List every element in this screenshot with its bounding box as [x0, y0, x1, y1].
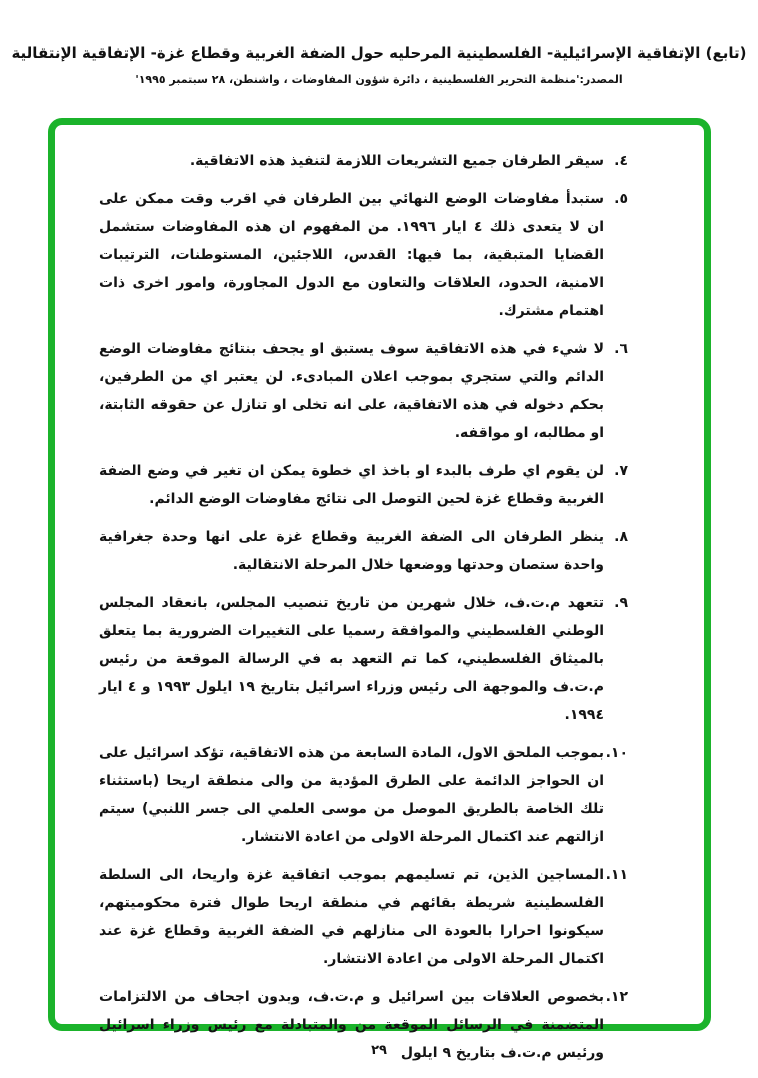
item-number: ١٠.	[605, 745, 628, 761]
item-number: ٧.	[614, 463, 628, 479]
list-item	[55, 589, 704, 729]
item-number: ٤.	[614, 153, 628, 169]
item-number: ٨.	[614, 529, 628, 545]
item-number: ١١.	[605, 867, 628, 883]
item-text: المساجين الذين، تم تسليمهم بموجب اتفاقية غزة واريحا، الى السلطة الفلسطينية شريطة بقائهم في منطقة اريحا طوال فترة محكوميتهم، سيكونوا احرارا بالعودة الى منازلهم في الضفة الغربية وقطاع غزة عند اكتمال المرحلة الاولى من اعادة الانتشار.	[99, 867, 604, 967]
list-item	[55, 739, 704, 851]
item-text: ستبدأ مفاوضات الوضع النهائي بين الطرفان في اقرب وقت ممكن على ان لا يتعدى ذلك ٤ ايار ١٩٩٦. من المفهوم ان هذه المفاوضات ستشمل القضايا المتبقية، بما فيها: القدس، اللاجئين، المستوطنات، الترتيبات الامنية، الحدود، العلاقات والتعاون مع الدول المجاورة، وامور اخرى ذات اهتمام مشترك.	[99, 191, 604, 319]
numbered-list	[55, 125, 704, 1067]
item-text: لا شيء في هذه الاتفاقية سوف يستبق او يجحف بنتائج مفاوضات الوضع الدائم والتي ستجري بموجب اعلان المبادىء. لن يعتبر اي من الطرفين، بحكم دخوله في هذه الاتفاقية، على انه تخلى او تنازل عن حقوقه الثابتة، او مطالبه، او مواقفه.	[99, 341, 604, 441]
list-item	[55, 523, 704, 579]
page-number: ٢٩	[371, 1043, 387, 1058]
list-item	[55, 185, 704, 325]
item-number: ٩.	[614, 595, 628, 611]
item-number: ٦.	[614, 341, 628, 357]
document-source-line: المصدر:'منظمة التحرير الفلسطينية ، دائرة شؤون المفاوضات ، واشنطن، ٢٨ سبتمبر ١٩٩٥'	[135, 73, 623, 86]
item-number: ٥.	[614, 191, 628, 207]
item-number: ١٢.	[605, 989, 628, 1005]
item-text: تتعهد م.ت.ف، خلال شهرين من تاريخ تنصيب المجلس، بانعقاد المجلس الوطني الفلسطيني والموافقة رسميا على التغييرات الضرورية بما يتعلق بالميثاق الفلسطيني، كما تم التعهد به في الرسالة الموقعة من رئيس م.ت.ف والموجهة الى رئيس وزراء اسرائيل بتاريخ ١٩ ايلول ١٩٩٣ و ٤ ايار ١٩٩٤.	[99, 595, 604, 723]
item-text: لن يقوم اي طرف بالبدء او باخذ اي خطوة يمكن ان تغير في وضع الضفة الغربية وقطاع غزة لحين التوصل الى نتائج مفاوضات الوضع الدائم.	[99, 463, 604, 507]
document-title: (تابع) الإتفاقية الإسرائيلية- الفلسطينية المرحليه حول الضفة الغربية وقطاع غزة- الإتفاقية الإنتقالية	[11, 44, 747, 62]
item-text: سيقر الطرفان جميع التشريعات اللازمة لتنفيذ هذه الاتفاقية.	[189, 153, 604, 169]
document-header	[0, 44, 758, 86]
list-item	[55, 457, 704, 513]
item-text: بخصوص العلاقات بين اسرائيل و م.ت.ف، وبدون اجحاف من الالتزامات المتضمنة في الرسائل الموقعة من والمتبادلة مع رئيس وزراء اسرائيل ورئيس م.ت.ف بتاريخ ٩ ايلول	[99, 989, 604, 1061]
item-text: بموجب الملحق الاول، المادة السابعة من هذه الاتفاقية، تؤكد اسرائيل على ان الحواجز الدائمة على الطرق المؤدية من والى منطقة اريحا (باستثناء تلك الخاصة بالطريق الموصل من موسى العلمي الى جسر اللنبي) سيتم ازالتهم عند اكتمال المرحلة الاولى من اعادة الانتشار.	[99, 745, 604, 845]
list-item	[55, 861, 704, 973]
list-item	[55, 147, 704, 175]
item-text: ينظر الطرفان الى الضفة الغربية وقطاع غزة على انها وحدة جغرافية واحدة ستصان وحدتها ووضعها خلال المرحلة الانتقالية.	[99, 529, 604, 573]
list-item	[55, 335, 704, 447]
